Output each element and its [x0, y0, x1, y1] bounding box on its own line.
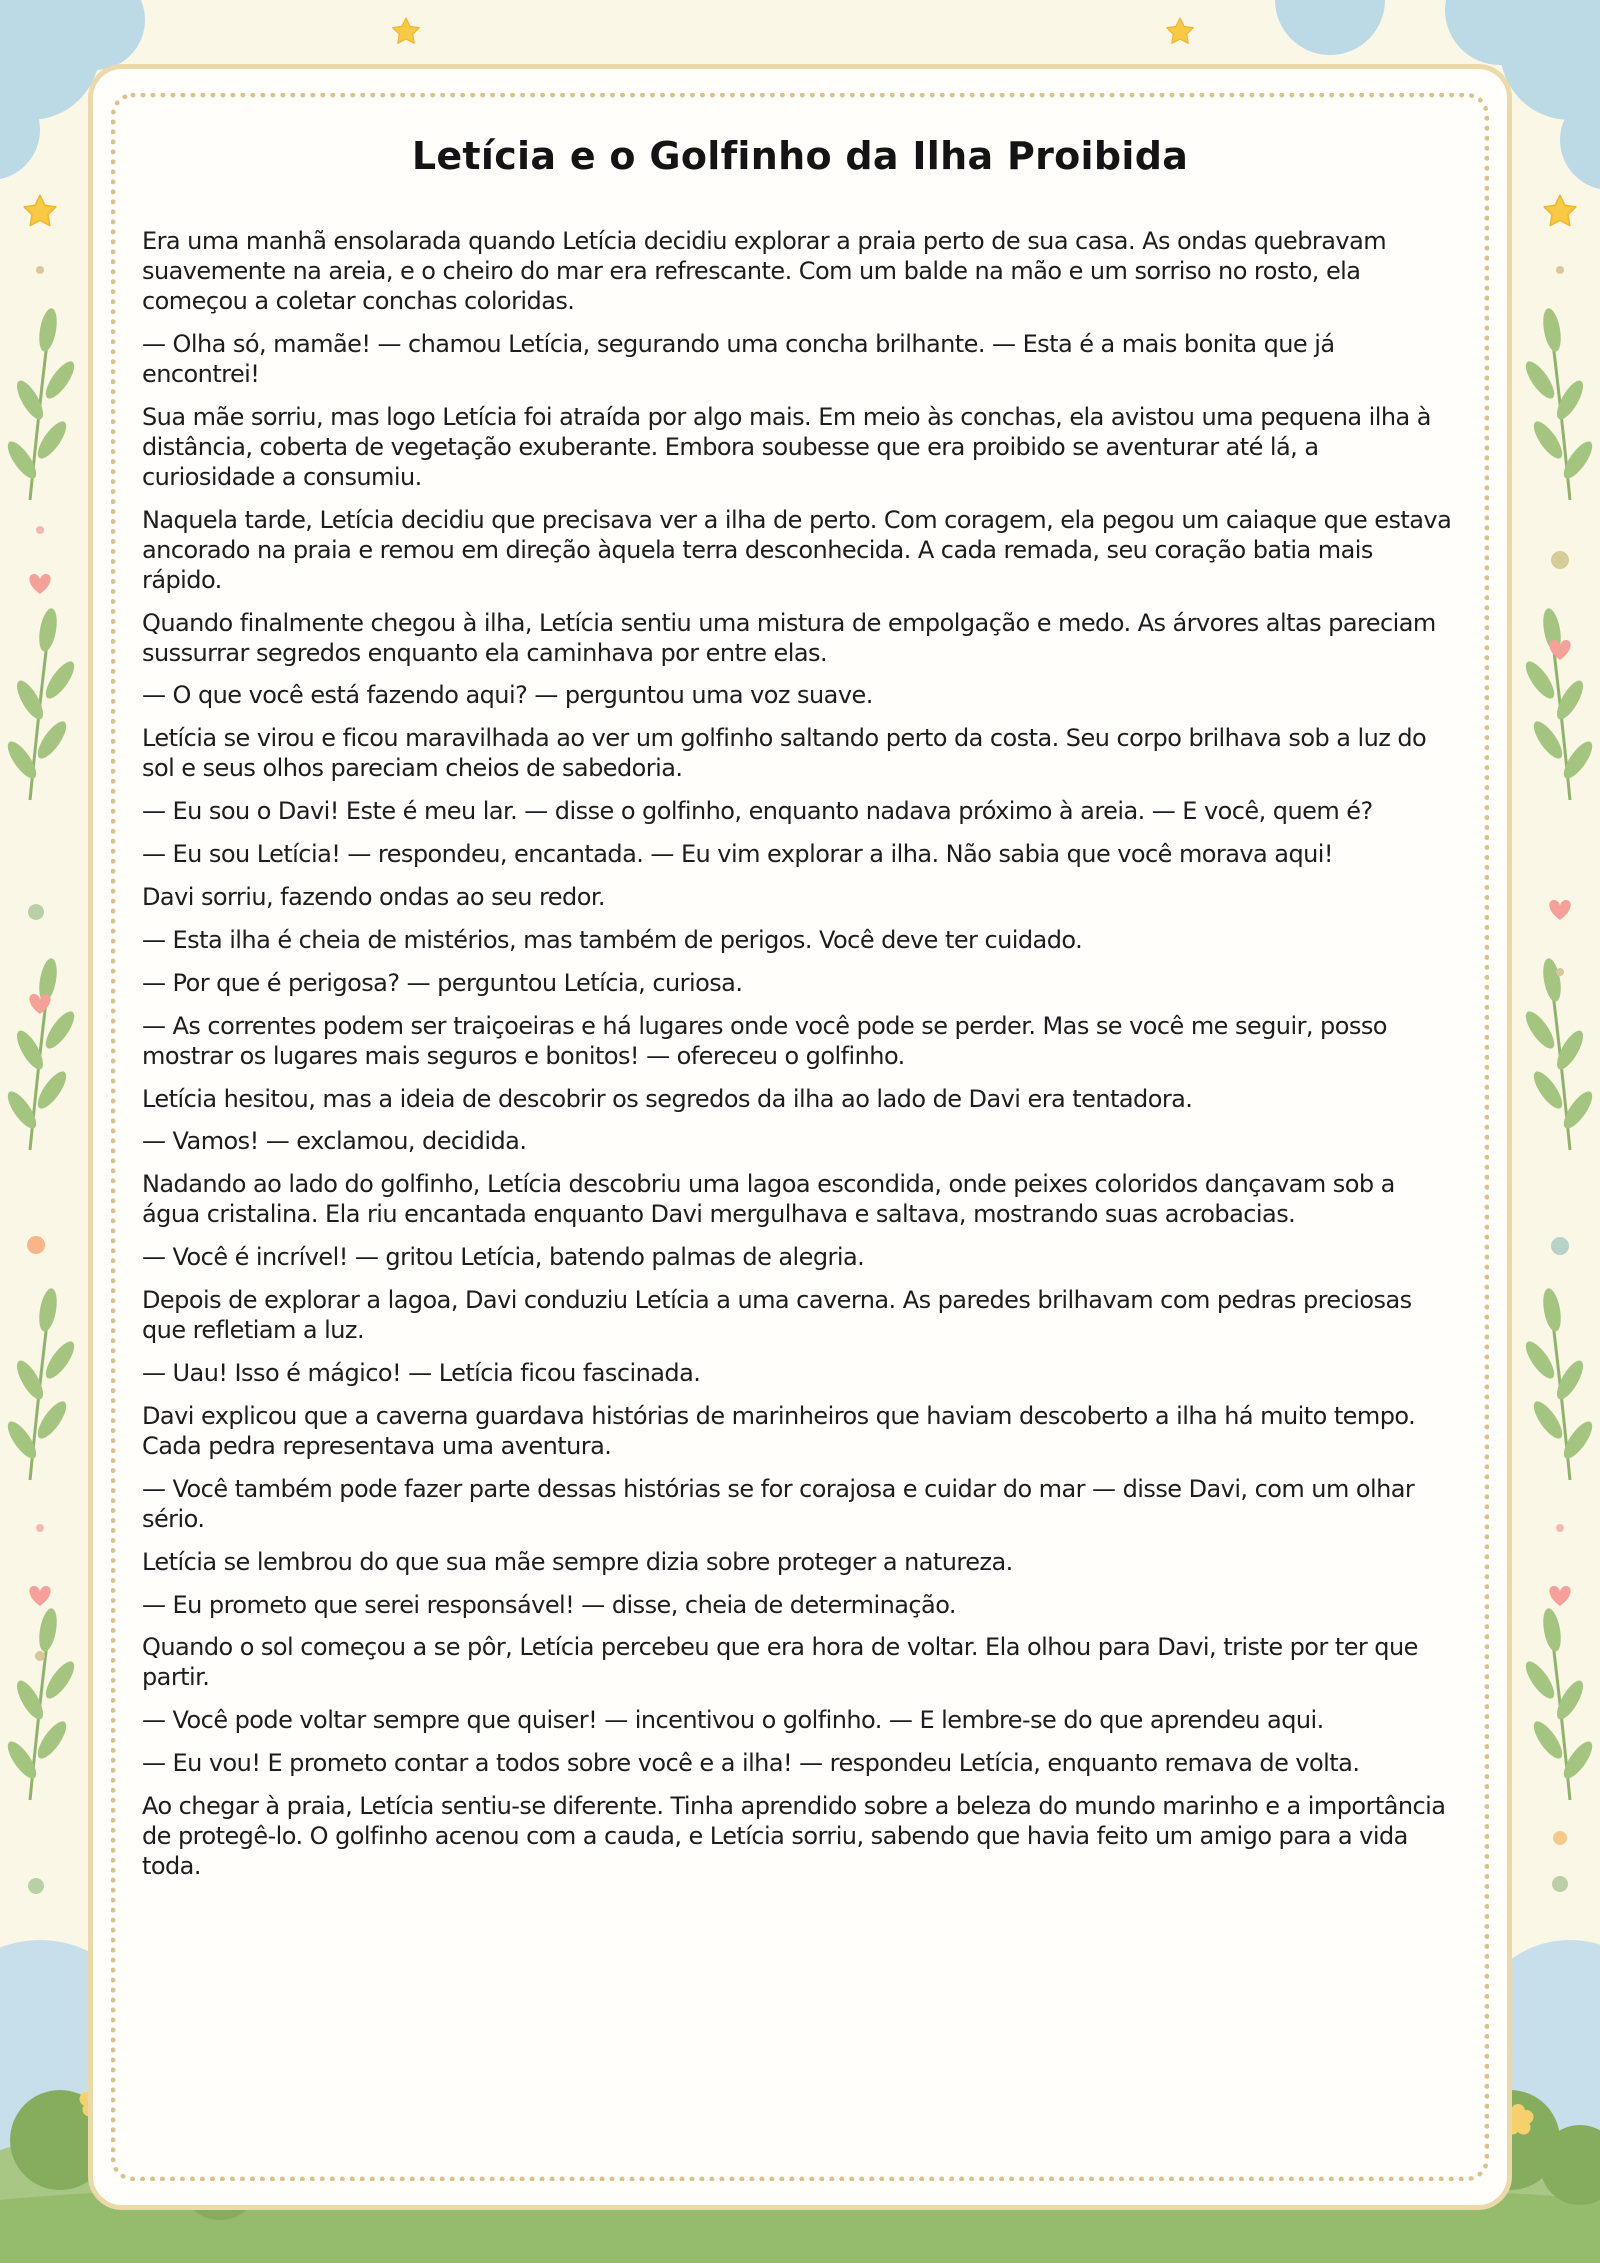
story-title: Letícia e o Golfinho da Ilha Proibida: [411, 134, 1189, 178]
story-paragraph: — Você pode voltar sempre que quiser! — incentivou o golfinho. — E lembre-se do que aprendeu aqui.: [142, 1706, 1324, 1735]
story-paragraph: — Eu prometo que serei responsável! — disse, cheia de determinação.: [142, 1590, 957, 1619]
story-paragraph: — Eu vou! E prometo contar a todos sobre você e a ilha! — respondeu Letícia, enquanto remava de volta.: [142, 1749, 1360, 1778]
leaf-branch-icon: [1521, 307, 1597, 500]
story-paragraph: Era uma manhã ensolarada quando Letícia decidiu explorar a praia perto de sua casa. As ondas quebravam suavemente na areia, e o cheiro do mar era refrescante. Com um balde na mão e um sorriso no rosto, ela começou a coletar conchas coloridas.: [142, 227, 1387, 315]
story-paragraph: Ao chegar à praia, Letícia sentiu-se diferente. Tinha aprendido sobre a beleza do mundo marinho e a importância de protegê-lo. O golfinho acenou com a cauda, e Letícia sorriu, sabendo que havia feito um amigo para a vida toda.: [142, 1792, 1446, 1881]
heart-icon: [1549, 1586, 1570, 1606]
story-body: [142, 226, 1456, 1894]
story-paragraph: — Uau! Isso é mágico! — Letícia ficou fascinada.: [142, 1359, 701, 1388]
story-paragraph: Letícia hesitou, mas a ideia de descobrir os segredos da ilha ao lado de Davi era tentadora.: [142, 1084, 1193, 1113]
story-paragraph: Quando finalmente chegou à ilha, Letícia sentiu uma mistura de empolgação e medo. As árvores altas pareciam sussurrar segredos enquanto ela caminhava por entre elas.: [142, 608, 1436, 667]
story-paragraph: — Por que é perigosa? — perguntou Letícia, curiosa.: [142, 968, 743, 997]
story-paragraph: — Olha só, mamãe! — chamou Letícia, segurando uma concha brilhante. — Esta é a mais bonita que já encontrei!: [142, 329, 1335, 388]
heart-icon: [29, 574, 50, 594]
heart-icon: [29, 1586, 50, 1606]
story-paragraph: Sua mãe sorriu, mas logo Letícia foi atraída por algo mais. Em meio às conchas, ela avistou uma pequena ilha à distância, coberta de vegetação exuberante. Embora soubesse que era proibido se aventurar até lá, a curiosidade a consumiu.: [142, 402, 1431, 491]
heart-icon: [1549, 900, 1570, 920]
story-paragraph: Depois de explorar a lagoa, Davi conduziu Letícia a uma caverna. As paredes brilhavam com pedras preciosas que refletiam a luz.: [142, 1286, 1412, 1345]
star-icon: [1167, 18, 1194, 43]
star-icon: [393, 18, 420, 43]
story-paragraph: Davi explicou que a caverna guardava histórias de marinheiros que haviam descoberto a ilha há muito tempo. Cada pedra representava uma aventura.: [142, 1401, 1416, 1460]
star-icon: [24, 195, 56, 225]
story-paragraph: — Eu sou o Davi! Este é meu lar. — disse o golfinho, enquanto nadava próximo à areia. — E você, quem é?: [142, 797, 1373, 826]
story-paragraph: — Esta ilha é cheia de mistérios, mas também de perigos. Você deve ter cuidado.: [142, 925, 1083, 954]
leaf-branch-icon: [3, 607, 79, 800]
leaf-branch-icon: [3, 307, 79, 500]
leaf-branch-icon: [3, 1287, 79, 1480]
story-paragraph: — Eu sou Letícia! — respondeu, encantada. — Eu vim explorar a ilha. Não sabia que você morava aqui!: [142, 840, 1333, 869]
leaf-branch-icon: [1521, 1607, 1597, 1800]
story-paragraph: Letícia se virou e ficou maravilhada ao ver um golfinho saltando perto da costa. Seu corpo brilhava sob a luz do sol e seus olhos pareciam cheios de sabedoria.: [142, 724, 1427, 783]
story-paragraph: Quando o sol começou a se pôr, Letícia percebeu que era hora de voltar. Ela olhou para Davi, triste por ter que partir.: [142, 1633, 1418, 1692]
star-icon: [1544, 195, 1576, 225]
leaf-branch-icon: [3, 957, 79, 1150]
story-paragraph: — As correntes podem ser traiçoeiras e há lugares onde você pode se perder. Mas se você me seguir, posso mostrar os lugares mais seguros e bonitos! — ofereceu o golfinho.: [142, 1011, 1387, 1070]
story-paragraph: Davi sorriu, fazendo ondas ao seu redor.: [142, 883, 606, 912]
story-paragraph: Letícia se lembrou do que sua mãe sempre dizia sobre proteger a natureza.: [142, 1547, 1013, 1576]
story-paragraph: — Você também pode fazer parte dessas histórias se for corajosa e cuidar do mar — disse Davi, com um olhar sério.: [142, 1474, 1415, 1533]
leaf-branch-icon: [1521, 957, 1597, 1150]
story-paragraph: Nadando ao lado do golfinho, Letícia descobriu uma lagoa escondida, onde peixes coloridos dançavam sob a água cristalina. Ela riu encantada enquanto Davi mergulhava e saltava, mostrando suas acrobacias.: [142, 1170, 1395, 1229]
story-paragraph: — Vamos! — exclamou, decidida.: [142, 1127, 527, 1156]
leaf-branch-icon: [1521, 607, 1597, 800]
heart-icon: [29, 994, 50, 1014]
leaf-branch-icon: [1521, 1287, 1597, 1480]
story-paragraph: Naquela tarde, Letícia decidiu que precisava ver a ilha de perto. Com coragem, ela pegou um caiaque que estava ancorado na praia e remou em direção àquela terra desconhecida. A cada remada, seu coração batia mais rápido.: [142, 505, 1452, 594]
story-paragraph: — Você é incrível! — gritou Letícia, batendo palmas de alegria.: [142, 1243, 865, 1272]
leaf-branch-icon: [3, 1607, 79, 1800]
story-paragraph: — O que você está fazendo aqui? — perguntou uma voz suave.: [142, 681, 873, 710]
